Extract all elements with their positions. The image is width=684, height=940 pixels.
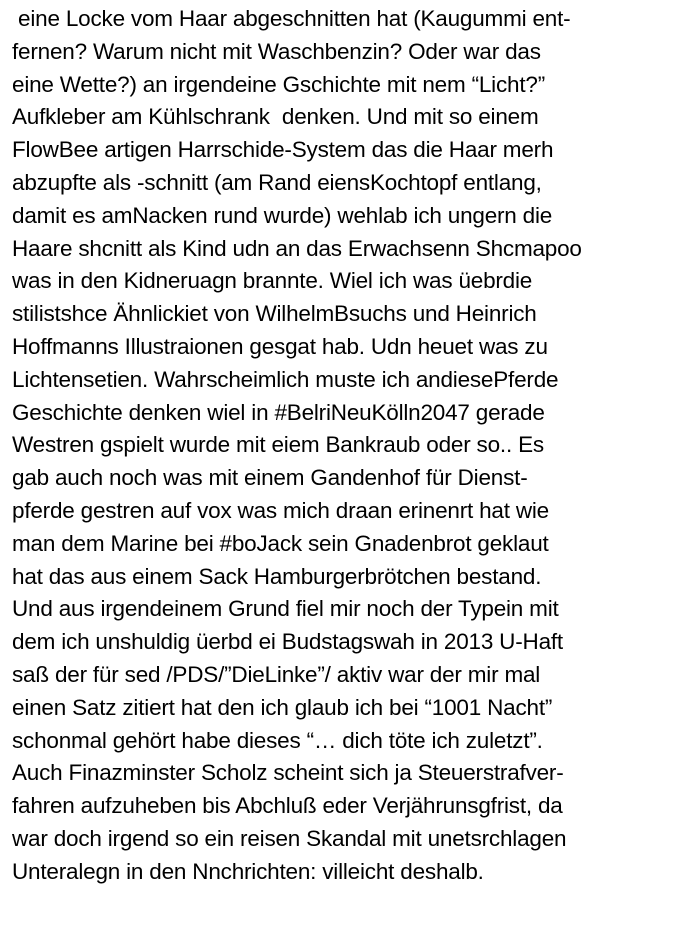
text-line: Aufkleber am Kühlschrank denken. Und mit so einem xyxy=(12,104,539,130)
text-line: pferde gestren auf vox was mich draan erinenrt hat wie xyxy=(12,497,549,523)
text-line: damit es amNacken rund wurde) wehlab ich ungern die xyxy=(12,202,553,228)
text-line: was in den Kidneruagn brannte. Wiel ich was üebrdie xyxy=(12,268,533,294)
text-line: Geschichte denken wiel in #BelriNeuKölln2047 gerade xyxy=(12,399,545,425)
text-line: schonmal gehört habe dieses “… dich töte ich zuletzt”. xyxy=(12,727,543,753)
text-line: man dem Marine bei #boJack sein Gnadenbrot geklaut xyxy=(12,530,549,556)
text-line: war doch irgend so ein reisen Skandal mit unetsrchlagen xyxy=(12,825,567,851)
text-line: hat das aus einem Sack Hamburgerbrötchen bestand. xyxy=(12,563,542,589)
text-line: stilistshce Ähnlickiet von WilhelmBsuchs und Heinrich xyxy=(12,301,537,327)
text-line: saß der für sed /PDS/”DieLinke”/ aktiv war der mir mal xyxy=(12,661,541,687)
text-line: eine Locke vom Haar abgeschnitten hat (Kaugummi ent- xyxy=(12,6,571,31)
text-line: dem ich unshuldig üerbd ei Budstagswah in 2013 U-Haft xyxy=(12,629,563,655)
text-line: eine Wette?) an irgendeine Gschichte mit nem “Licht?” xyxy=(12,71,546,97)
text-line: FlowBee artigen Harrschide-System das die Haar merh xyxy=(12,137,554,163)
text-line: fahren aufzuheben bis Abchluß eder Verjährunsgfrist, da xyxy=(12,793,563,819)
text-line: Lichtensetien. Wahrscheimlich muste ich andiesePferde xyxy=(12,366,559,392)
body-text xyxy=(12,3,680,889)
text-line: Unteralegn in den Nnchrichten: villeicht deshalb. xyxy=(12,858,484,884)
text-line: abzupfte als -schnitt (am Rand eiensKochtopf entlang, xyxy=(12,169,542,195)
text-line: Und aus irgendeinem Grund fiel mir noch der Typein mit xyxy=(12,596,559,622)
text-line: Hoffmanns Illustraionen gesgat hab. Udn heuet was zu xyxy=(12,333,548,359)
text-line: Auch Finazminster Scholz scheint sich ja Steuerstrafver- xyxy=(12,760,564,786)
text-line: einen Satz zitiert hat den ich glaub ich bei “1001 Nacht” xyxy=(12,694,553,720)
text-line: gab auch noch was mit einem Gandenhof für Dienst- xyxy=(12,465,528,491)
text-line: Westren gspielt wurde mit eiem Bankraub oder so.. Es xyxy=(12,432,544,458)
text-line: Haare shcnitt als Kind udn an das Erwachsenn Shcmapoo xyxy=(12,235,582,261)
text-line: fernen? Warum nicht mit Waschbenzin? Oder war das xyxy=(12,38,541,64)
